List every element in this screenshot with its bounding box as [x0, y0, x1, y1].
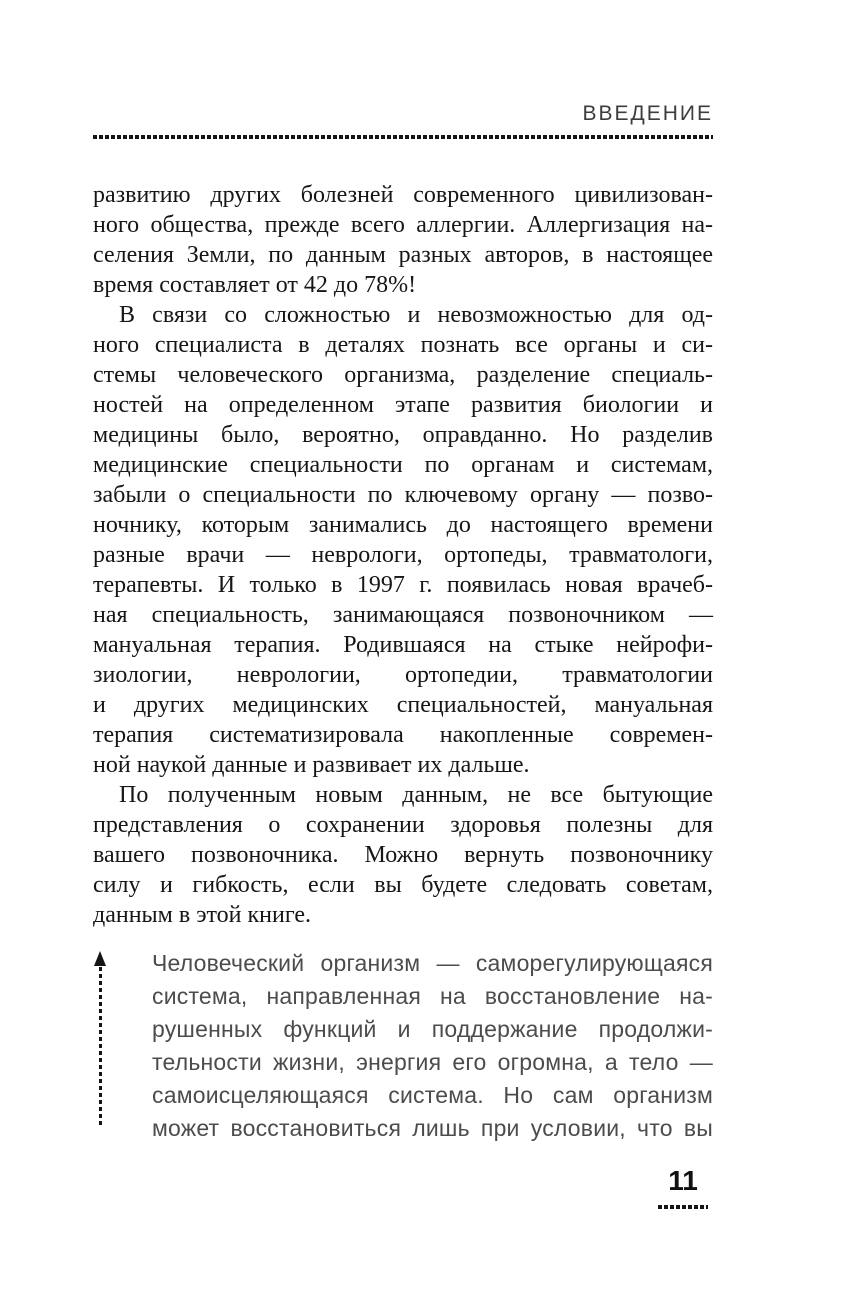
text-line: стемы человеческого организма, разделение специаль- [93, 362, 713, 388]
paragraph [93, 180, 713, 300]
quote-line: тельности жизни, энергия его огромна, а тело — [152, 1049, 713, 1075]
text-line: селения Земли, по данным разных авторов, в настоящее [93, 242, 713, 268]
quote-line: рушенных функций и поддержание продолжи- [152, 1016, 713, 1042]
text-line: мануальная терапия. Родившаяся на стыке нейрофи- [93, 632, 713, 658]
page-number: 11 [668, 1165, 698, 1196]
quote-block [152, 947, 713, 1145]
text-line: разные врачи — неврологи, ортопеды, травматологи, [93, 542, 713, 568]
text-line: развитию других болезней современного цивилизован- [93, 182, 713, 208]
text-line: данным в этой книге. [93, 902, 312, 928]
text-line: ная специальность, занимающаяся позвоночником — [93, 602, 713, 628]
text-line: терапия систематизировала накопленные современ- [93, 722, 713, 748]
text-line: ного специалиста в деталях познать все органы и си- [93, 332, 713, 358]
header-rule [93, 135, 713, 139]
text-line: По полученным новым данным, не все бытующие [119, 782, 713, 808]
text-line: медицины было, вероятно, оправданно. Но разделив [93, 422, 713, 448]
quote-line: Человеческий организм — саморегулирующаяся [152, 950, 713, 976]
paragraph [93, 300, 713, 780]
page-number-rule [658, 1205, 708, 1209]
dotted-arrow-tail [99, 967, 102, 1127]
arrowhead [94, 951, 106, 966]
text-line: В связи со сложностью и невозможностью для од- [119, 302, 713, 328]
quote-line: может восстановиться лишь при условии, что вы [152, 1115, 713, 1141]
text-line: ночнику, которым занимались до настоящего времени [93, 512, 713, 538]
text-line: ностей на определенном этапе развития биологии и [93, 392, 713, 418]
text-line: время составляет от 42 до 78%! [93, 272, 417, 298]
text-line: и других медицинских специальностей, мануальная [93, 692, 713, 718]
quote-line: система, направленная на восстановление на- [152, 983, 713, 1009]
text-line: терапевты. И только в 1997 г. появилась новая врачеб- [93, 572, 713, 598]
text-line: представления о сохранении здоровья полезны для [93, 812, 713, 838]
paragraph [93, 780, 713, 930]
text-line: забыли о специальности по ключевому органу — позво- [93, 482, 713, 508]
text-line: зиологии, неврологии, ортопедии, травматологии [93, 662, 713, 688]
body-text [93, 180, 713, 930]
text-line: вашего позвоночника. Можно вернуть позвоночнику [93, 842, 713, 868]
up-arrow-icon [92, 951, 108, 1129]
text-line: силу и гибкость, если вы будете следовать советам, [93, 872, 713, 898]
text-line: медицинские специальности по органам и системам, [93, 452, 713, 478]
quote-line: самоисцеляющаяся система. Но сам организм [152, 1082, 713, 1108]
running-header: ВВЕДЕНИЕ [582, 102, 713, 125]
text-line: ной наукой данные и развивает их дальше. [93, 752, 530, 778]
text-line: ного общества, прежде всего аллергии. Аллергизация на- [93, 212, 713, 238]
